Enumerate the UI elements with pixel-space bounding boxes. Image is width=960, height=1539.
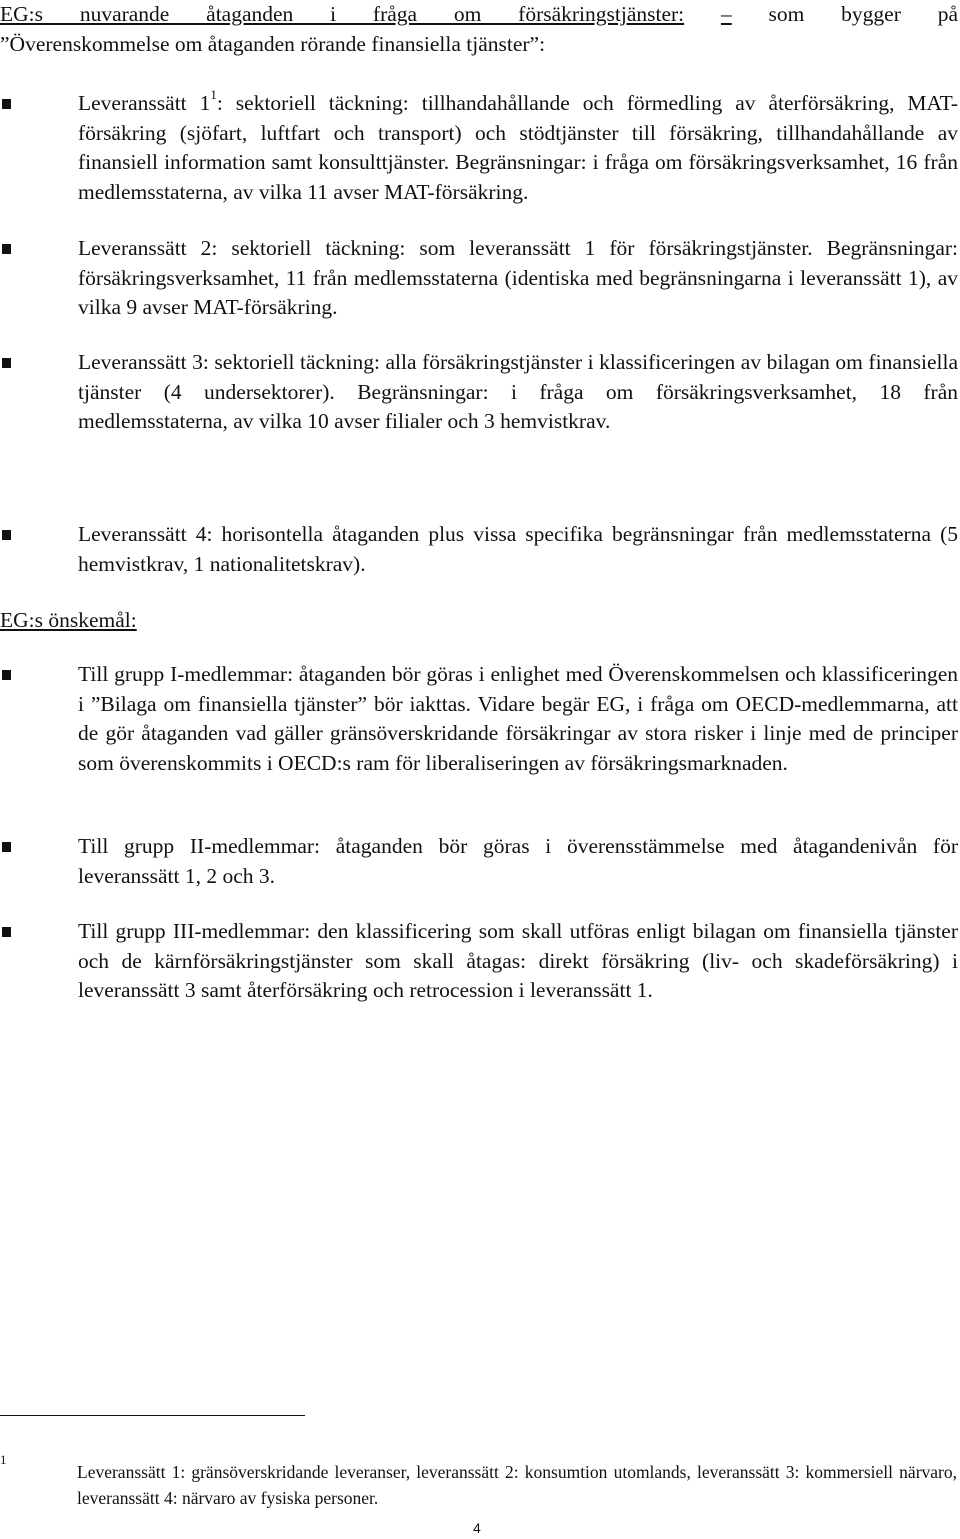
bullet-icon	[2, 99, 11, 109]
mode-1-text: : sektoriell täckning: tillhandahållande och förmedling av återförsäkring, MAT-försäkring (sjöfart, luftfart och transport) och stödtjänster till försäkring, tillhandahållande av finansiell information samt konsulttjänster. Begränsningar: i fråga om försäkringsverksamhet, 16 från medlemsstaterna, av vilka 11 avser MAT-försäkring.	[78, 91, 958, 204]
commitment-text: Leveranssätt 2: sektoriell täckning: som leveranssätt 1 för försäkringstjänster. Begränsningar: försäkringsverksamhet, 11 från medlemsstaterna (identiska med begränsningarna i leveranssätt 1), av vilka 9 avser MAT-försäkring.	[78, 236, 958, 319]
mode-1-lead: Leveranssätt 1	[78, 91, 211, 115]
bullet-icon	[2, 244, 11, 254]
heading-line-1	[0, 0, 958, 30]
bullet-icon	[2, 670, 11, 680]
wish-text: Till grupp I-medlemmar: åtaganden bör göras i enlighet med Överenskommelsen och klassificeringen i ”Bilaga om finansiella tjänster” bör iakttas. Vidare begär EG, i fråga om OECD-medlemmarna, att de gör åtaganden vad gäller gränsöverskridande försäkringar av stora risker i linje med de principer som överenskommits i OECD:s ram för liberaliseringen av försäkringsmarknaden.	[78, 662, 958, 775]
heading-line-2: ”Överenskommelse om åtaganden rörande finansiella tjänster”:	[0, 31, 546, 56]
page-number: 4	[473, 1520, 481, 1536]
heading-rest: som bygger på	[768, 2, 958, 26]
footnote-separator	[0, 1415, 305, 1416]
wishes-heading: EG:s önskemål:	[0, 608, 137, 632]
bullet-icon	[2, 358, 11, 368]
footnote-text: Leveranssätt 1: gränsöverskridande leveranser, leveranssätt 2: konsumtion utomlands, leveranssätt 3: kommersiell närvaro, leveranssätt 4: närvaro av fysiska personer.	[77, 1462, 957, 1508]
wish-text: Till grupp II-medlemmar: åtaganden bör göras i överensstämmelse med åtagandenivån för leveranssätt 1, 2 och 3.	[78, 834, 958, 888]
commitment-text: Leveranssätt 3: sektoriell täckning: alla försäkringstjänster i klassificeringen av bilagan om finansiella tjänster (4 undersektorer). Begränsningar: i fråga om försäkringsverksamhet, 18 från medlemsstaterna, av vilka 10 avser filialer och 3 hemvistkrav.	[78, 350, 958, 433]
footnote-reference[interactable]: 1	[210, 86, 217, 102]
commitment-text	[78, 86, 958, 207]
bullet-icon	[2, 530, 11, 540]
heading-label: EG:s nuvarande åtaganden i fråga om försäkringstjänster:	[0, 2, 685, 26]
wish-text: Till grupp III-medlemmar: den klassificering som skall utföras enligt bilagan om finansiella tjänster och de kärnförsäkringstjänster som skall åtagas: direkt försäkring (liv- och skadeförsäkring) i leveranssätt 3 samt återförsäkring och retrocession i leveranssätt 1.	[78, 919, 958, 1002]
bullet-icon	[2, 842, 11, 852]
bullet-icon	[2, 927, 11, 937]
commitment-text: Leveranssätt 4: horisontella åtaganden plus vissa specifika begränsningar från medlemsstaterna (5 hemvistkrav, 1 nationalitetskrav).	[78, 522, 958, 576]
current-commitments-heading	[0, 0, 958, 59]
footnote-number: 1	[0, 1452, 7, 1467]
heading-dash: –	[720, 2, 732, 26]
